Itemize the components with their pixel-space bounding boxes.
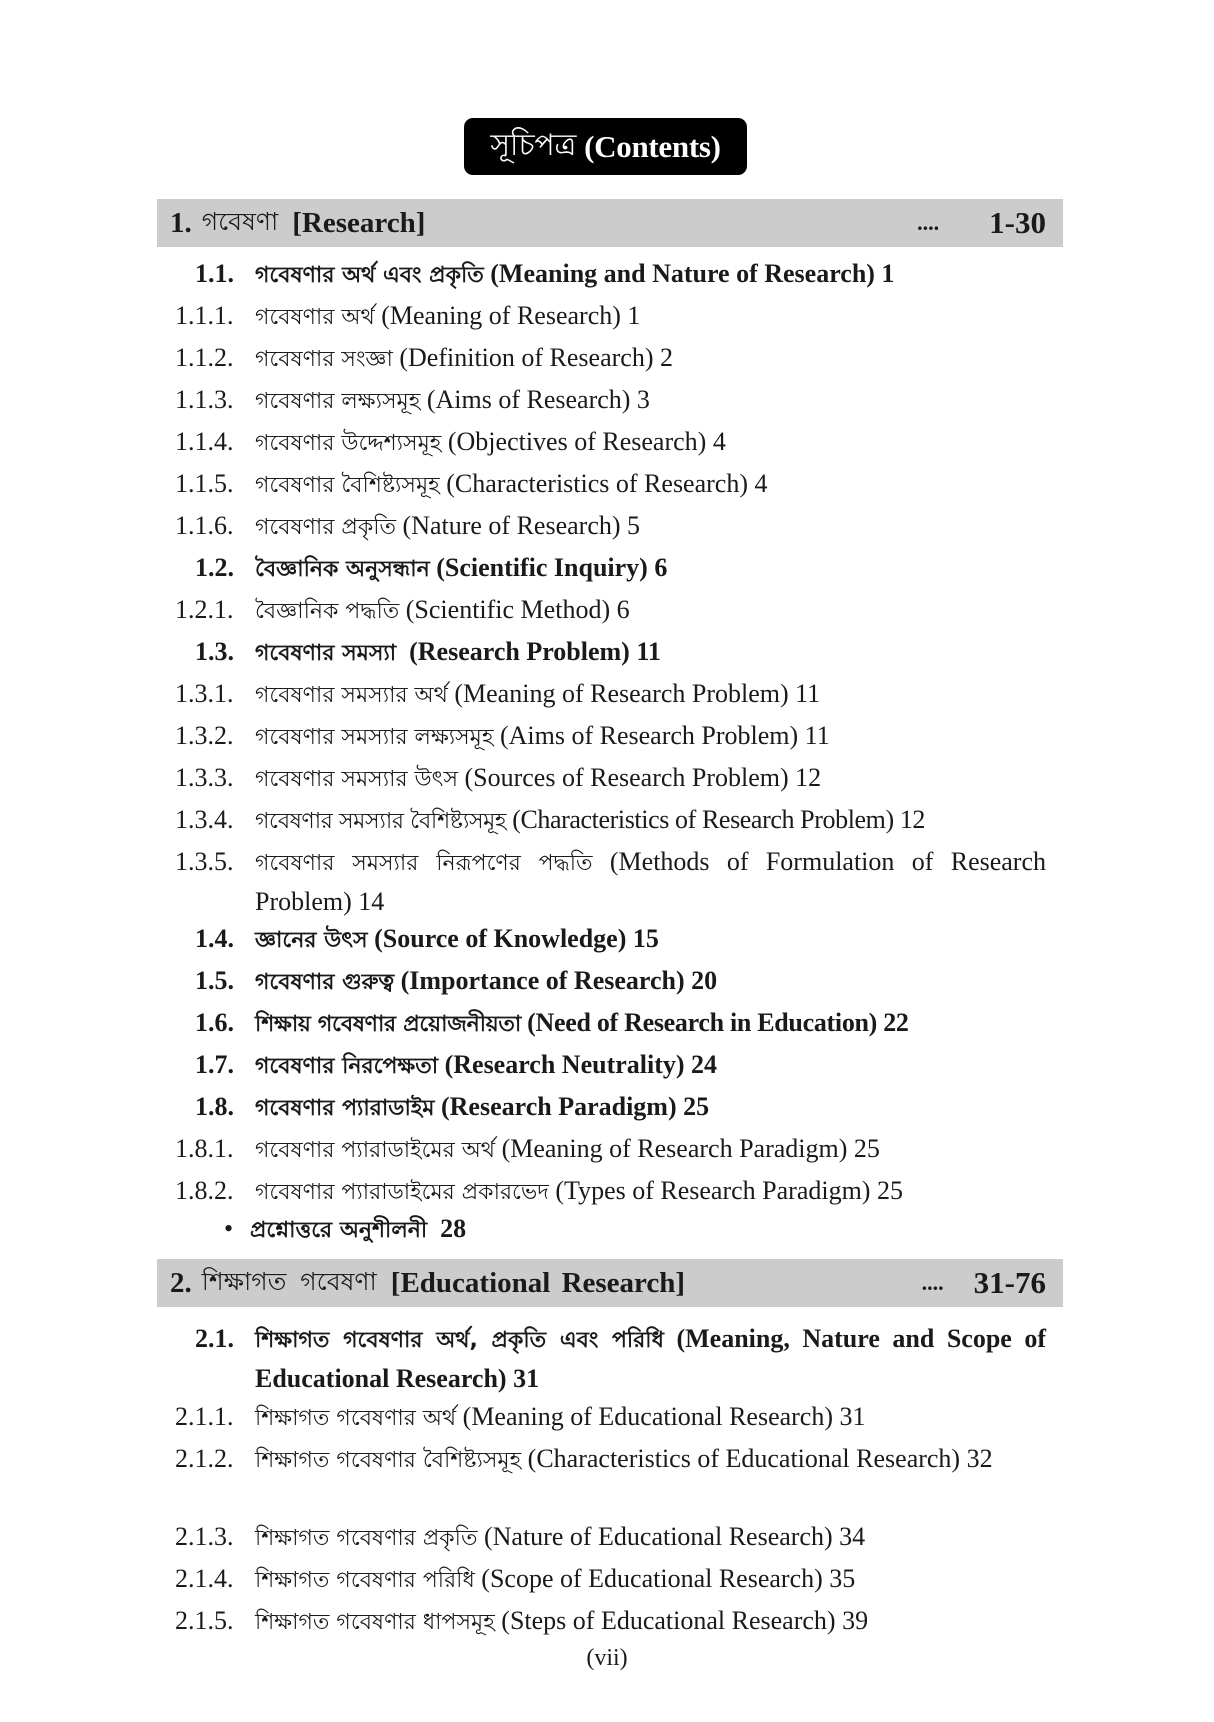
contents-title: [464, 118, 747, 175]
chapter-number: 2.: [170, 1266, 192, 1299]
entry-number: 2.1.1.: [175, 1402, 234, 1431]
entry-title-bengali: গবেষণার গুরুত্ব: [255, 970, 395, 995]
entry-number: 1.1.2.: [175, 343, 234, 372]
entry-title-english: (Nature of Research) 5: [402, 511, 641, 540]
entry-title-bengali: বৈজ্ঞানিক অনুসন্ধান: [255, 557, 430, 582]
entry-number: 1.5.: [195, 966, 234, 995]
entry-number: 1.3.5.: [175, 847, 234, 876]
entry-title-english: (Characteristics of Research) 4: [446, 469, 768, 498]
entry-number: 1.1.4.: [175, 427, 234, 456]
entry-title-bengali: বৈজ্ঞানিক পদ্ধতি: [255, 599, 400, 624]
entry-number: 2.1.3.: [175, 1522, 234, 1551]
entry-title-english: (Need of Research in Education) 22: [527, 1008, 909, 1037]
entry-number: 1.3.3.: [175, 763, 234, 792]
entry-title-bengali: গবেষণার নিরপেক্ষতা: [255, 1054, 439, 1079]
entry-title-bengali: গবেষণার প্রকৃতি: [255, 515, 397, 540]
entry-title-bengali: শিক্ষাগত গবেষণার অর্থ, প্রকৃতি এবং পরিধি: [255, 1328, 664, 1353]
chapter-title-bengali: গবেষণা: [201, 206, 279, 236]
entry-title-english: (Meaning of Educational Research) 31: [462, 1402, 866, 1431]
entry-number: 1.8.1.: [175, 1134, 234, 1163]
entry-number: 1.3.: [195, 637, 234, 666]
entry-title-bengali: গবেষণার অর্থ: [255, 305, 375, 330]
entry-title-bengali: গবেষণার লক্ষ্যসমূহ: [255, 389, 421, 414]
entry-title-bengali: শিক্ষাগত গবেষণার অর্থ: [255, 1406, 457, 1431]
chapter-title-english: [Research]: [292, 206, 426, 239]
entry-title-bengali: গবেষণার সমস্যার নিরূপণের পদ্ধতি: [255, 851, 593, 876]
entry-number: 1.7.: [195, 1050, 234, 1079]
entry-title-english: (Aims of Research Problem) 11: [499, 721, 830, 750]
chapter-heading-2[interactable]: [157, 1259, 1063, 1307]
entry-title-english: (Research Problem) 11: [409, 637, 661, 666]
entry-title-bengali: গবেষণার সংজ্ঞা: [255, 347, 393, 372]
entry-title-english: (Sources of Research Problem) 12: [464, 763, 822, 792]
entry-title-bengali: গবেষণার প্যারাডাইমের অর্থ: [255, 1138, 496, 1163]
entry-number: 1.4.: [195, 924, 234, 953]
entry-title-bengali: গবেষণার বৈশিষ্ট্যসমূহ: [255, 473, 440, 498]
entry-number: 1.3.4.: [175, 805, 234, 834]
entry-title-bengali: গবেষণার সমস্যার লক্ষ্যসমূহ: [255, 725, 494, 750]
entry-number: 1.1.: [195, 259, 234, 288]
entry-title-english: (Source of Knowledge) 15: [374, 924, 659, 953]
entry-title-bengali: গবেষণার সমস্যার উৎস: [255, 767, 458, 792]
chapter-page-range: 1-30: [989, 205, 1046, 240]
entry-title-bengali: শিক্ষাগত গবেষণার ধাপসমূহ: [255, 1610, 495, 1635]
entry-title-english: (Meaning and Nature of Research) 1: [490, 259, 895, 288]
entry-title-bengali: গবেষণার সমস্যার অর্থ: [255, 683, 448, 708]
entry-title-english: (Characteristics of Research Problem) 12: [512, 805, 926, 834]
entry-number: 1.8.2.: [175, 1176, 234, 1205]
entry-title-english: (Nature of Educational Research) 34: [483, 1522, 866, 1551]
entry-title-bengali: গবেষণার প্যারাডাইমের প্রকারভেদ: [255, 1180, 549, 1205]
entry-title-bengali: গবেষণার প্যারাডাইম: [255, 1096, 435, 1121]
chapter-title-bengali: শিক্ষাগত গবেষণা: [201, 1266, 377, 1296]
entry-title-english: (Methods of Formulation of Research Problem) 14: [255, 847, 1047, 916]
entry-title-bengali: শিক্ষায় গবেষণার প্রয়োজনীয়তা: [255, 1012, 521, 1037]
entry-title-english: (Aims of Research) 3: [426, 385, 650, 414]
entry-title-bengali: শিক্ষাগত গবেষণার বৈশিষ্ট্যসমূহ: [255, 1448, 522, 1473]
chapter-number: 1.: [170, 206, 192, 239]
entry-title-english: (Research Paradigm) 25: [440, 1092, 710, 1121]
entry-number: 1.1.5.: [175, 469, 234, 498]
entry-title-bengali: জ্ঞানের উৎস: [255, 928, 368, 953]
chapter-heading-1[interactable]: [157, 199, 1063, 247]
entry-title-bengali: গবেষণার সমস্যা: [255, 641, 397, 666]
entry-title-bengali: প্রশ্নোত্তরে অনুশীলনী: [250, 1218, 428, 1243]
entry-number: 1.6.: [195, 1008, 234, 1037]
page-number: (vii): [586, 1645, 628, 1671]
entry-number: 1.2.: [195, 553, 234, 582]
entry-number: 1.1.6.: [175, 511, 234, 540]
title-bengali: সূচিপত্র: [490, 128, 577, 163]
bullet-icon: •: [224, 1214, 234, 1243]
entry-number: 1.1.3.: [175, 385, 234, 414]
entry-title-english: (Research Neutrality) 24: [444, 1050, 718, 1079]
entry-title-english: (Scientific Inquiry) 6: [436, 553, 668, 582]
entry-page: 28: [440, 1214, 467, 1243]
entry-title-english: (Meaning of Research) 1: [381, 301, 641, 330]
entry-title-bengali: গবেষণার সমস্যার বৈশিষ্ট্যসমূহ: [255, 809, 507, 834]
entry-title-english: (Meaning, Nature and Scope of Educational Research) 31: [255, 1324, 1047, 1393]
entry-title-english: (Scope of Educational Research) 35: [481, 1564, 856, 1593]
entry-number: 1.2.1.: [175, 595, 234, 624]
chapter-title-english: [Educational Research]: [390, 1266, 686, 1299]
entry-title-bengali: শিক্ষাগত গবেষণার পরিধি: [255, 1568, 475, 1593]
entry-title-english: (Steps of Educational Research) 39: [501, 1606, 869, 1635]
entry-number: 2.1.4.: [175, 1564, 234, 1593]
entry-title-english: (Definition of Research) 2: [399, 343, 673, 372]
entry-number: 2.1.: [195, 1324, 234, 1353]
entry-title-english: (Characteristics of Educational Research) 32: [527, 1444, 993, 1473]
leader-dots: ....: [921, 1270, 944, 1295]
title-english: (Contents): [584, 128, 721, 164]
entry-number: 1.8.: [195, 1092, 234, 1121]
chapter-page-range: 31-76: [973, 1265, 1046, 1300]
entry-title-bengali: গবেষণার উদ্দেশ্যসমূহ: [255, 431, 442, 456]
entry-number: 1.3.1.: [175, 679, 234, 708]
leader-dots: ....: [917, 210, 940, 235]
entry-title-english: (Importance of Research) 20: [400, 966, 718, 995]
entry-title-english: (Meaning of Research Paradigm) 25: [501, 1134, 880, 1163]
entry-title-english: (Objectives of Research) 4: [447, 427, 726, 456]
entry-number: 2.1.2.: [175, 1444, 234, 1473]
entry-title-english: (Meaning of Research Problem) 11: [454, 679, 821, 708]
entry-title-bengali: গবেষণার অর্থ এবং প্রকৃতি: [255, 263, 484, 288]
entry-number: 2.1.5.: [175, 1606, 234, 1635]
entry-number: 1.3.2.: [175, 721, 234, 750]
entry-number: 1.1.1.: [175, 301, 234, 330]
entry-title-bengali: শিক্ষাগত গবেষণার প্রকৃতি: [255, 1526, 478, 1551]
entry-title-english: (Types of Research Paradigm) 25: [555, 1176, 903, 1205]
entry-title-english: (Scientific Method) 6: [405, 595, 630, 624]
